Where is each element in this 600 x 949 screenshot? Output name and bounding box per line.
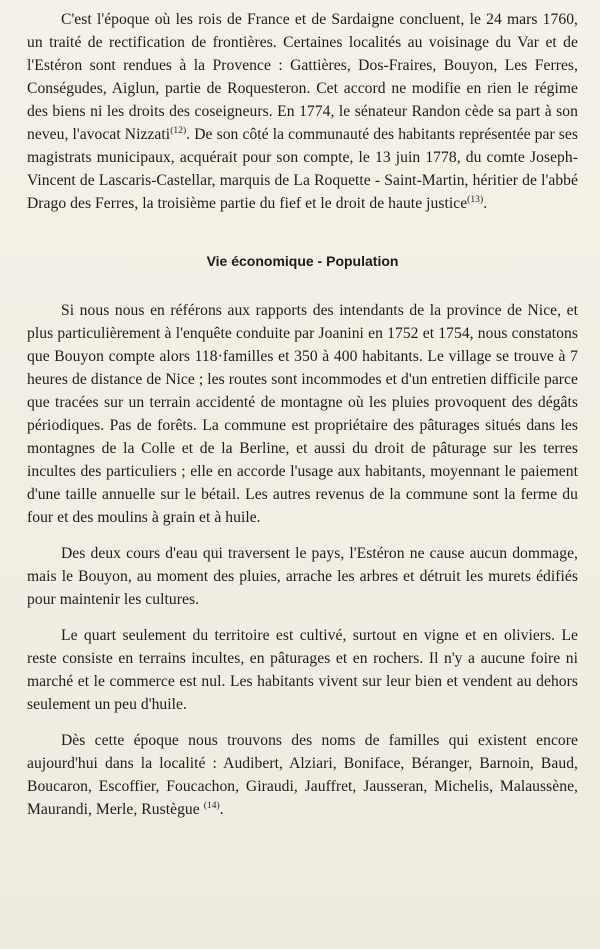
section-heading: Vie économique - Population [206,253,399,269]
footnote-ref-13: (13) [467,195,484,205]
paragraph-text: . De son côté la communauté des habitants représentée par ses magistrats municipaux, acquérait pour son compte, le 13 juin 1778, du comte Joseph-Vincent de Lascaris-Castellar, marquis de La Roquette - Saint-Martin, héritier de l'abbé Drago des Ferres, la troisième partie du fief et le droit de haute justice [27,126,579,212]
paragraph-territory: Le quart seulement du territoire est cultivé, surtout en vigne et en oliviers. Le reste consiste en terrains incultes, en pâturages et en rochers. Il n'y a aucune foire ni marché et le commerce est nul. Les habitants vivent sur leur bien et vendent au dehors seulement un peu d'huile. [27,627,578,713]
footnote-ref-12: (12) [170,126,187,136]
paragraph-end: . [483,195,488,212]
paragraph-economy: Si nous nous en référons aux rapports des intendants de la province de Nice, et plus particulièrement à l'enquête conduite par Joanini en 1752 et 1754, nous constatons que Bouyon compte alors 118·familles et 350 à 400 habitants. Le village se trouve à 7 heures de distance de Nice ; les routes sont incommodes et d'un entretien difficile parce que tracées sur un terrain accidenté de montagne où les pluies provoquent des dégâts périodiques. Pas de forêts. La commune est propriétaire des pâturages situés dans les montagnes de la Colle et de la Berline, et aussi du droit de pâturage sur les terres incultes des particuliers ; elle en accorde l'usage aux habitants, moyennant le paiement d'une taille annuelle sur le bétail. Les autres revenus de la commune sont la ferme du four et des moulins à grain et à huile. [27,302,578,526]
paragraph-gap [27,611,578,624]
paragraph-gap [27,529,578,542]
paragraph-end: . [219,801,224,818]
paragraph-text: Dès cette époque nous trouvons des noms de familles qui existent encore aujourd'hui dans la localité : Audibert, Alziari, Boniface, Béranger, Barnoin, Baud, Boucaron, Escoffier, Foucachon, Giraudi, Jauffret, Jausseran, Michelis, Malaussène, Maurandi, Merle, Rustègue [27,732,578,818]
paragraph-treaty [27,8,578,215]
paragraph-gap [27,716,578,729]
paragraph-text: C'est l'époque où les rois de France et de Sardaigne concluent, le 24 mars 1760, un traité de rectification de frontières. Certaines localités au voisinage du Var et de l'Estéron sont rendues à la Provence : Gattières, Dos-Fraires, Bouyon, Les Ferres, Conségudes, Aiglun, partie de Roquesteron. Cet accord ne modifie en rien le régime des biens ni les droits des coseigneurs. En 1774, le sénateur Randon cède sa part à son neveu, l'avocat Nizzati [27,11,578,143]
paragraph-family-names [27,729,578,821]
paragraph-rivers: Des deux cours d'eau qui traversent le pays, l'Estéron ne cause aucun dommage, mais le Bouyon, au moment des pluies, arrache les arbres et détruit les murets édifiés pour maintenir les cultures. [27,545,578,608]
footnote-ref-14: (14) [203,801,220,811]
